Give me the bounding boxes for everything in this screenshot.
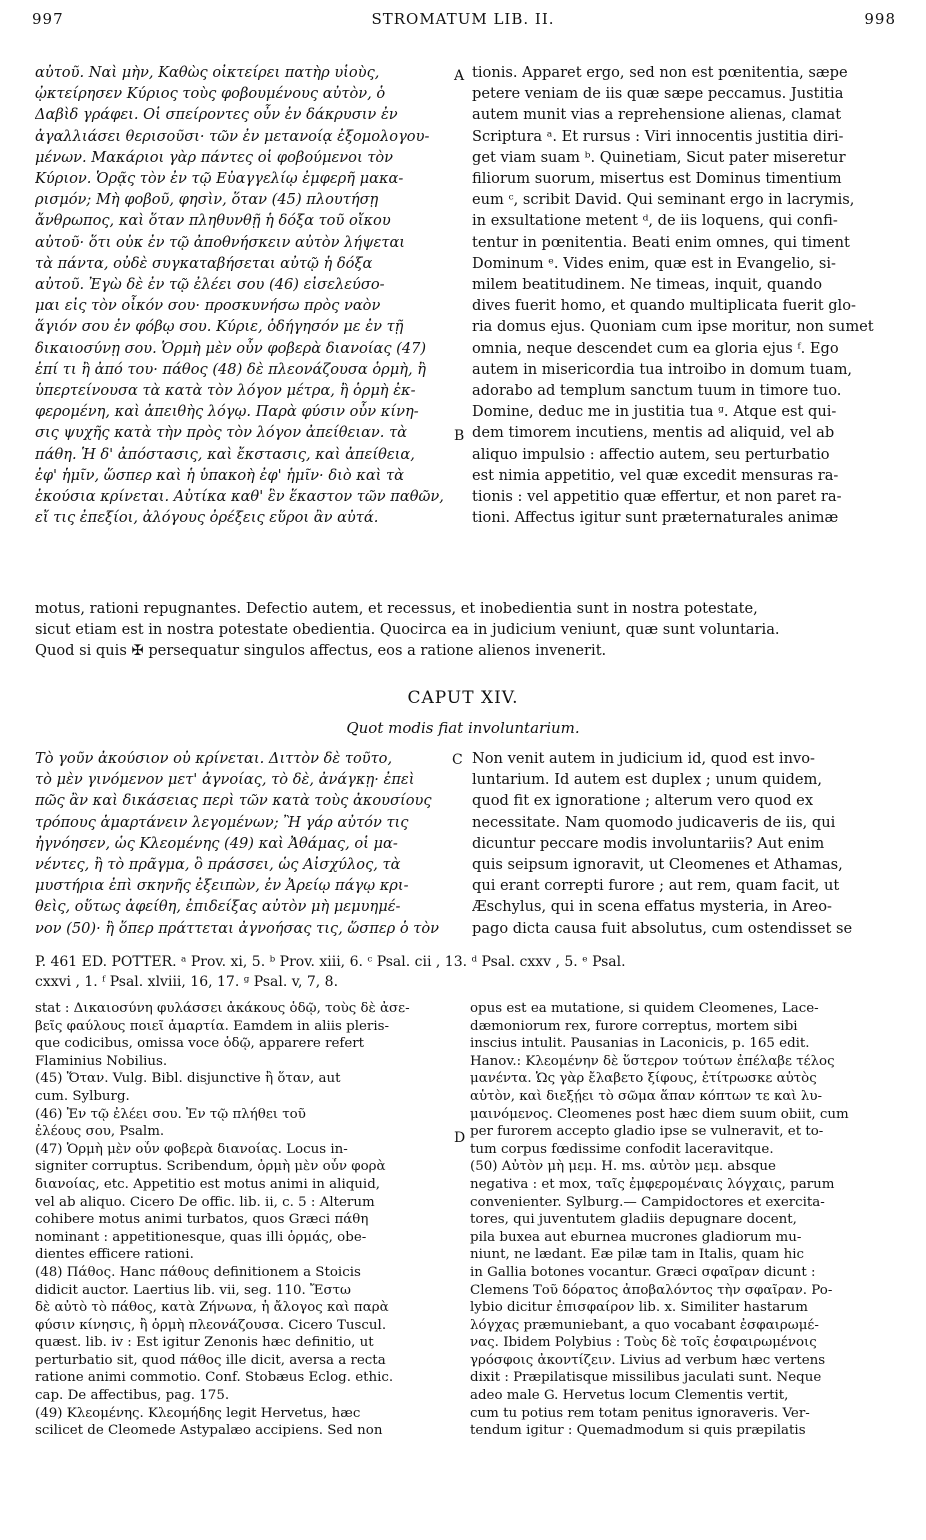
footnotes-right-column (470, 1000, 894, 1440)
footnote-line: βεῖς φαύλους ποιεῖ ἁμαρτία. Eamdem in aliis pleris- (35, 1018, 390, 1034)
footnote-line: δὲ αὐτὸ τὸ πάθος, κατὰ Ζήνωνα, ἡ ἄλογος καὶ παρὰ (35, 1300, 389, 1316)
text-line: luntarium. Id autem est duplex ; unum quidem, (472, 771, 822, 789)
text-line: milem beatitudinem. Ne timeas, inquit, quando (472, 276, 823, 294)
text-line: σις ψυχῆς κατὰ τὴν πρὸς τὸν λόγον ἀπείθειαν. τὰ (35, 424, 407, 442)
text-line: est nimia appetitio, vel quæ excedit mensuras ra- (472, 466, 839, 484)
reference-line: P. 461 ED. POTTER. ᵃ Prov. xi, 5. ᵇ Prov. xiii, 6. ᶜ Psal. cii , 13. ᵈ Psal. cxxv , 5. ᵉ Psal. (35, 954, 626, 970)
text-line: μένων. Μακάριοι γὰρ πάντες οἱ φοβούμενοι τὸν (35, 148, 394, 166)
text-line: Quod si quis ✠ persequatur singulos affectus, eos a ratione alienos invenerit. (35, 642, 607, 660)
footnote-line: perturbatio sit, quod πάθος ille dicit, aversa a recta (35, 1352, 386, 1368)
footnote-line: stat : Δικαιοσύνη φυλάσσει ἀκάκους ὁδῷ, τοὺς δὲ ἀσε- (35, 1001, 410, 1016)
marker-c: C (452, 752, 463, 768)
footnote-line: (50) Αὐτὸν μὴ μεμ. H. ms. αὐτὸν μεμ. absque (470, 1159, 776, 1175)
footnote-line: (48) Πάθος. Hanc πάθους definitionem a Stoicis (35, 1264, 361, 1280)
text-line: αὐτοῦ· ὅτι οὐκ ἐν τῷ ἀποθνήσκειν αὐτὸν λήψεται (35, 233, 406, 251)
footnote-line: convenienter. Sylburg.— Campidoctores et exercita- (470, 1194, 825, 1210)
text-line: pago dicta causa fuit absolutus, cum ostendisset se (472, 919, 853, 937)
footnote-line: signiter corruptus. Scribendum, ὁρμὴ μὲν οὖν φορὰ (35, 1159, 386, 1175)
text-line: εἴ τις ἐπεξίοι, ἀλόγους ὀρέξεις εὕροι ἂν αὐτά. (35, 509, 379, 527)
reference-line: cxxvi , 1. ᶠ Psal. xlviii, 16, 17. ᵍ Psal. v, 7, 8. (35, 974, 339, 990)
text-line: dem timorem incutiens, mentis ad aliquid, vel ab (472, 424, 835, 442)
text-line: sicut etiam est in nostra potestate obedientia. Quocirca ea in judicium veniunt, quæ sunt voluntaria. (35, 621, 780, 639)
footnote-line: (46) Ἐν τῷ ἐλέει σου. Ἐν τῷ πλήθει τοῦ (35, 1106, 306, 1122)
footnote-line: didicit auctor. Laertius lib. vii, seg. 110. Ἔστω (35, 1282, 351, 1298)
text-line: motus, rationi repugnantes. Defectio autem, et recessus, et inobedientia sunt in nostra potestate, (35, 600, 758, 617)
footnote-line: αὑτὸν, καὶ διεξῄει τὸ σῶμα ἅπαν κόπτων τε καὶ λυ- (470, 1088, 823, 1104)
text-line: autem in misericordia tua introibo in domum tuam, (472, 360, 853, 378)
text-line: dicuntur peccare modis involuntariis? Aut enim (472, 834, 825, 852)
footnote-line: διανοίας, etc. Appetitio est motus animi in aliquid, (35, 1176, 381, 1192)
text-line: ρισμόν; Μὴ φοβοῦ, φησὶν, ὅταν (45) πλουτήσῃ (35, 191, 379, 209)
text-line: νον (50)· ἢ ὅπερ πράττεται ἀγνοήσας τις, ὥσπερ ὁ τὸν (35, 919, 440, 937)
footnote-line: μαινόμενος. Cleomenes post hæc diem suum obiit, cum (470, 1106, 849, 1122)
footnote-line: dixit : Præpilatisque missilibus jaculati sunt. Neque (470, 1370, 822, 1386)
text-line: Non venit autem in judicium id, quod est invo- (472, 750, 815, 767)
marker-a: A (454, 68, 465, 84)
footnote-line: vel ab aliquo. Cicero De offic. lib. ii, c. 5 : Alterum (35, 1194, 375, 1210)
text-line: aliquo impulsio : affectio autem, seu perturbatio (472, 445, 830, 463)
text-line: αὐτοῦ. Ναὶ μὴν, Καθὼς οἰκτείρει πατὴρ υἱοὺς, (35, 64, 380, 81)
footnote-line: Hanov.: Κλεομένην δὲ ὕστερον τούτων ἐπέλαβε τέλος (470, 1053, 835, 1069)
footnote-line: dientes efficere rationi. (35, 1247, 194, 1263)
text-line: qui erant correpti furore ; aut rem, quam facit, ut (472, 877, 840, 895)
footnote-line: tendum igitur : Quemadmodum si quis præpilatis (470, 1423, 806, 1439)
footnote-line: (47) Ὁρμὴ μὲν οὖν φοβερὰ διανοίας. Locus in- (35, 1141, 348, 1157)
footnote-line: ἐλέους σου, Psalm. (35, 1124, 165, 1140)
footnote-line: dæmoniorum rex, furore correptus, mortem sibi (470, 1018, 798, 1034)
footnote-line: λόγχας præmuniebant, a quo vocabant ἐσφαιρωμέ- (470, 1317, 819, 1333)
footnote-line: scilicet de Cleomede Astypalæo accipiens. Sed non (35, 1423, 383, 1439)
text-line: τρόπους ἁμαρτάνειν λεγομένων; Ἢ γάρ αὐτόν τις (35, 813, 409, 831)
footnote-line: opus est ea mutatione, si quidem Cleomenes, Lace- (470, 1001, 819, 1016)
text-line: φερομένη, καὶ ἀπειθὴς λόγῳ. Παρὰ φύσιν οὖν κίνη- (35, 403, 419, 421)
scripture-references (35, 952, 897, 992)
text-line: νέντες, ἢ τὸ πρᾶγμα, ὃ πράσσει, ὡς Αἰσχύλος, τὰ (35, 856, 401, 874)
text-line: ἐπί τι ἢ ἀπό του· πάθος (48) δὲ πλεονάζουσα ὁρμὴ, ἢ (35, 360, 426, 378)
marker-b: B (454, 428, 465, 444)
footnote-line: νας. Ibidem Polybius : Τοὺς δὲ τοῖς ἐσφαιρωμένοις (470, 1335, 817, 1351)
full-width-paragraph (35, 598, 895, 662)
text-line: ὑπερτείνουσα τὰ κατὰ τὸν λόγον μέτρα, ἢ ὁρμὴ ἐκ- (35, 382, 416, 400)
text-line: Æschylus, qui in scena effatus mysteria, in Areo- (472, 898, 832, 916)
footnote-line: adeo male G. Hervetus locum Clementis vertit, (470, 1388, 789, 1404)
text-line: omnia, neque descendet cum ea gloria ejus ᶠ. Ego (472, 339, 839, 357)
footnote-line: inscius intulit. Pausanias in Laconicis, p. 165 edit. (470, 1036, 810, 1052)
text-line: eum ᶜ, scribit David. Qui seminant ergo in lacrymis, (472, 191, 855, 209)
text-line: τὰ πάντα, οὐδὲ συγκαταβήσεται αὐτῷ ἡ δόξα (35, 254, 373, 272)
text-line: tionis. Apparet ergo, sed non est pœnitentia, sæpe (472, 64, 848, 81)
text-line: filiorum suorum, misertus est Dominus timentium (472, 170, 842, 188)
left-page-number: 997 (32, 10, 64, 28)
text-line: ᾠκτείρησεν Κύριος τοὺς φοβουμένους αὐτὸν, ὁ (35, 85, 386, 103)
chapter-subtitle: Quot modis fiat involuntarium. (346, 719, 580, 737)
footnote-line: lybio dicitur ἐπισφαίρον lib. x. Similiter hastarum (470, 1300, 808, 1316)
top-latin-column (472, 62, 892, 528)
text-line: ἅγιόν σου ἐν φόβῳ σου. Κύριε, ὁδήγησόν με ἐν τῇ (35, 318, 404, 336)
text-line: μυστήρια ἐπὶ σκηνῆς ἐξειπὼν, ἐν Ἀρείῳ πάγῳ κρι- (35, 877, 409, 895)
marker-d: D (454, 1130, 466, 1146)
text-line: necessitate. Nam quomodo judicaveris de iis, qui (472, 813, 836, 831)
footnote-line: (45) Ὅταν. Vulg. Bibl. disjunctive ἢ ὅταν, aut (35, 1071, 341, 1087)
footnote-line: negativa : et mox, ταῖς ἐμφερομέναις λόγχαις, parum (470, 1176, 835, 1192)
text-line: get viam suam ᵇ. Quinetiam, Sicut pater miseretur (472, 148, 846, 166)
text-line: ἀγαλλιάσει θερισοῦσι· τῶν ἐν μετανοίᾳ ἐξομολογου- (35, 127, 430, 145)
footnote-line: (49) Κλεομένης. Κλεομήδης legit Hervetus, hæc (35, 1405, 361, 1421)
text-line: quod fit ex ignoratione ; alterum vero quod ex (472, 792, 814, 810)
text-line: ἄνθρωπος, καὶ ὅταν πληθυνθῇ ἡ δόξα τοῦ οἴκου (35, 212, 391, 230)
top-greek-column (35, 62, 447, 528)
chapter-heading: CAPUT XIV. (407, 688, 519, 708)
text-line: μαι εἰς τὸν οἶκόν σου· προσκυνήσω πρὸς ναὸν (35, 297, 381, 315)
footnote-line: niunt, ne lædant. Eæ pilæ tam in Italis, quam hic (470, 1247, 805, 1263)
text-line: dives fuerit homo, et quando multiplicata fuerit glo- (472, 297, 856, 315)
text-line: αὐτοῦ. Ἐγὼ δὲ ἐν τῷ ἐλέει σου (46) εἰσελεύσο- (35, 276, 385, 294)
text-line: δικαιοσύνῃ σου. Ὁρμὴ μὲν οὖν φοβερὰ διανοίας (47) (35, 339, 427, 357)
footnote-line: γρόσφοις ἀκοντίζειν. Livius ad verbum hæc vertens (470, 1352, 826, 1368)
text-line: πῶς ἂν καὶ δικάσειας περὶ τῶν κατὰ τοὺς ἀκουσίους (35, 792, 432, 810)
text-line: quis seipsum ignoravit, ut Cleomenes et Athamas, (472, 856, 843, 874)
text-line: ἐφ' ἡμῖν, ὥσπερ καὶ ἡ ὑπακοὴ ἐφ' ἡμῖν· διὸ καὶ τὰ (35, 466, 404, 484)
footnote-line: φύσιν κίνησις, ἢ ὁρμὴ πλεονάζουσα. Cicero Tuscul. (35, 1317, 387, 1333)
text-line: Domine, deduc me in justitia tua ᵍ. Atque est qui- (472, 403, 837, 421)
text-line: Dominum ᵉ. Vides enim, quæ est in Evangelio, si- (472, 254, 836, 272)
footnote-line: cum tu potius rem totam penitus ignoraveris. Ver- (470, 1405, 810, 1421)
text-line: adorabo ad templum sanctum tuum in timore tuo. (472, 382, 842, 400)
footnote-line: cap. De affectibus, pag. 175. (35, 1388, 230, 1404)
text-line: tentur in pœnitentia. Beati enim omnes, qui timent (472, 233, 850, 251)
text-line: Δαβὶδ γράφει. Οἱ σπείροντες οὖν ἐν δάκρυσιν ἐν (35, 106, 398, 124)
footnote-line: in Gallia botones vocantur. Græci σφαῖραν dicunt : (470, 1264, 816, 1280)
footnote-line: cum. Sylburg. (35, 1088, 130, 1104)
text-line: ria domus ejus. Quoniam cum ipse moritur, non sumet (472, 318, 874, 336)
footnote-line: tum corpus fœdissime confodit laceravitque. (470, 1141, 774, 1157)
text-line: Scriptura ᵃ. Et rursus : Viri innocentis justitia diri- (472, 127, 844, 145)
footnote-line: per furorem accepto gladio ipse se vulneravit, et to- (470, 1124, 824, 1140)
text-line: Τὸ γοῦν ἀκούσιον οὐ κρίνεται. Διττὸν δὲ τοῦτο, (35, 750, 393, 767)
text-line: in exsultatione metent ᵈ, de iis loquens, qui confi- (472, 212, 838, 230)
text-line: tionis : vel appetitio quæ effertur, et non paret ra- (472, 488, 842, 506)
text-line: autem munit vias a reprehensione alienas, clamat (472, 106, 842, 124)
footnote-line: ratione animi commotio. Conf. Stobæus Eclog. ethic. (35, 1370, 394, 1386)
running-title: STROMATUM LIB. II. (371, 10, 555, 28)
footnote-line: quæst. lib. iv : Est igitur Zenonis hæc definitio, ut (35, 1335, 374, 1351)
text-line: petere veniam de iis quæ sæpe peccamus. Justitia (472, 85, 844, 103)
footnote-line: pila buxea aut eburnea mucrones gladiorum mu- (470, 1229, 802, 1245)
footnote-line: Flaminius Nobilius. (35, 1053, 168, 1069)
mid-latin-column (472, 748, 892, 939)
text-line: τὸ μὲν γινόμενον μετ' ἀγνοίας, τὸ δὲ, ἀνάγκῃ· ἐπεὶ (35, 771, 415, 789)
footnote-line: nominant : appetitionesque, quas illi ὁρμάς, obe- (35, 1229, 367, 1245)
text-line: πάθη. Ἡ δ' ἀπόστασις, καὶ ἔκστασις, καὶ ἀπείθεια, (35, 445, 415, 463)
text-line: ἠγνόησεν, ὡς Κλεομένης (49) καὶ Ἀθάμας, οἱ μα- (35, 834, 398, 852)
footnotes-left-column (35, 1000, 451, 1440)
footnote-line: Clemens Τοῦ δόρατος ἀποβαλόντος τὴν σφαῖραν. Po- (470, 1282, 833, 1298)
mid-greek-column (35, 748, 447, 939)
right-page-number: 998 (864, 10, 896, 28)
text-line: ἑκούσια κρίνεται. Αὐτίκα καθ' ἓν ἕκαστον τῶν παθῶν, (35, 488, 444, 506)
footnote-line: μανέντα. Ὡς γὰρ ἔλαβετο ξίφους, ἐτίτρωσκε αὑτὸς (470, 1071, 817, 1087)
footnote-line: tores, qui juventutem gladiis depugnare docent, (470, 1212, 797, 1228)
text-line: tioni. Affectus igitur sunt præternaturales animæ (472, 509, 839, 527)
text-line: Κύριον. Ὁρᾷς τὸν ἐν τῷ Εὐαγγελίῳ ἐμφερῆ μακα- (35, 170, 404, 188)
footnote-line: cohibere motus animi turbatos, quos Græci πάθη (35, 1212, 369, 1228)
text-line: θεὶς, οὕτως ἀφείθη, ἐπιδείξας αὐτὸν μὴ μεμυημέ- (35, 898, 401, 916)
footnote-line: que codicibus, omissa voce ὁδῷ, apparere refert (35, 1036, 365, 1052)
